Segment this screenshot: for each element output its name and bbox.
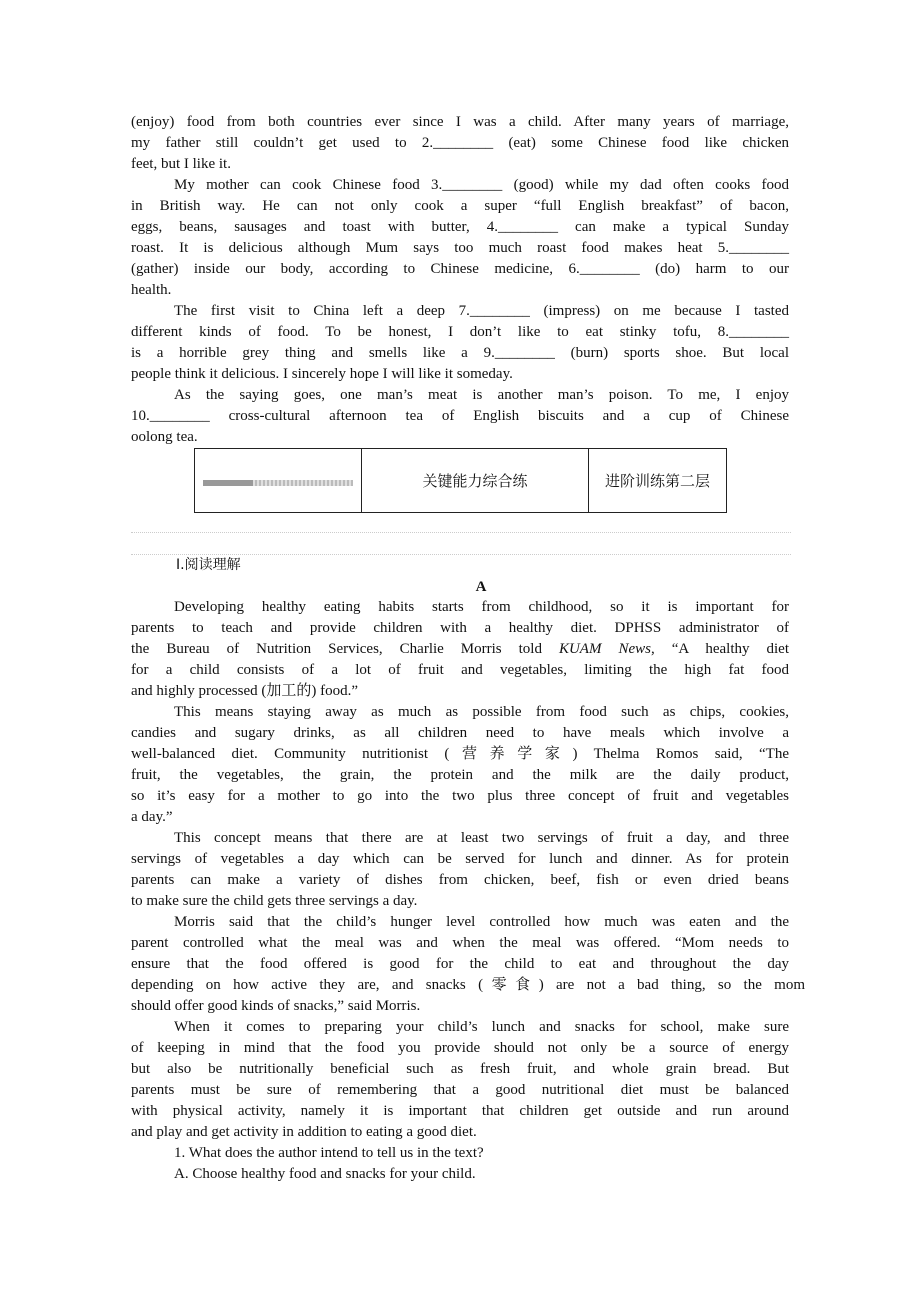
section-title: Ⅰ.阅读理解 bbox=[176, 557, 241, 573]
line-text: servings of vegetables a day which can be served for lunch and dinner. As for protein bbox=[131, 851, 789, 867]
line-text: parents to teach and provide children with a healthy diet. DPHSS administrator of bbox=[131, 620, 789, 636]
text-line bbox=[131, 765, 789, 786]
line-text: A. Choose healthy food and snacks for your child. bbox=[174, 1166, 476, 1182]
line-text: The first visit to China left a deep 7.________ (impress) on me because I tasted bbox=[174, 303, 789, 319]
section-banner bbox=[194, 448, 727, 513]
line-text: well-balanced diet. Community nutritionist (营养学家) Thelma Romos said, “The bbox=[131, 746, 789, 762]
text-line bbox=[131, 406, 789, 427]
line-text: depending on how active they are, and snacks (零食) are not a bad thing, so the mom bbox=[131, 977, 805, 993]
line-text: and highly processed (加工的) food.” bbox=[131, 683, 359, 699]
line-text: eggs, beans, sausages and toast with butter, 4.________ can make a typical Sunday bbox=[131, 219, 789, 235]
line-text: oolong tea. bbox=[131, 429, 198, 445]
line-text: a day.” bbox=[131, 809, 173, 825]
reading-passage bbox=[131, 597, 805, 1185]
line-text: Morris said that the child’s hunger level controlled how much was eaten and the bbox=[174, 914, 789, 930]
text-line bbox=[131, 343, 789, 364]
line-text: parents can make a variety of dishes from chicken, beef, fish or even dried beans bbox=[131, 872, 789, 888]
text-line bbox=[131, 975, 805, 996]
text-line bbox=[131, 385, 789, 406]
line-text: This concept means that there are at least two servings of fruit a day, and three bbox=[174, 830, 789, 846]
text-line bbox=[131, 427, 789, 448]
text-line bbox=[131, 639, 789, 660]
italic-text: KUAM News bbox=[558, 641, 651, 657]
text-line bbox=[131, 1122, 789, 1143]
text-line bbox=[131, 280, 789, 301]
line-text: in British way. He can not only cook a super “full English breakfast” of bacon, bbox=[131, 198, 789, 214]
line-text: (gather) inside our body, according to Chinese medicine, 6.________ (do) harm to our bbox=[131, 261, 789, 277]
text-line bbox=[131, 933, 789, 954]
line-text: 10.________ cross-cultural afternoon tea of English biscuits and a cup of Chinese bbox=[131, 408, 789, 424]
line-text: different kinds of food. To be honest, I don’t like to eat stinky tofu, 8.________ bbox=[131, 324, 789, 340]
text-line bbox=[131, 301, 789, 322]
line-text: people think it delicious. I sincerely hope I will like it someday. bbox=[131, 366, 513, 382]
text-line bbox=[131, 1101, 789, 1122]
line-text: ensure that the food offered is good for the child to eat and throughout the day bbox=[131, 956, 789, 972]
text-line bbox=[131, 1059, 789, 1080]
text-line bbox=[131, 597, 789, 618]
text-line bbox=[131, 849, 789, 870]
text-line bbox=[131, 196, 789, 217]
text-line bbox=[131, 154, 789, 175]
line-text: Developing healthy eating habits starts from childhood, so it is important for bbox=[174, 599, 789, 615]
text-line bbox=[131, 1017, 789, 1038]
line-text: parent controlled what the meal was and when the meal was offered. “Mom needs to bbox=[131, 935, 789, 951]
text-line bbox=[131, 786, 789, 807]
line-text: feet, but I like it. bbox=[131, 156, 231, 172]
text-line bbox=[131, 660, 789, 681]
text-line bbox=[131, 681, 789, 702]
text-line bbox=[131, 322, 789, 343]
text-line bbox=[131, 259, 789, 280]
line-text: the Bureau of Nutrition Services, Charlie Morris told bbox=[131, 641, 559, 657]
line-text: As the saying goes, one man’s meat is another man’s poison. To me, I enjoy bbox=[174, 387, 789, 403]
text-line bbox=[131, 238, 789, 259]
cloze-passage bbox=[131, 112, 789, 448]
text-line bbox=[131, 954, 789, 975]
line-text: with physical activity, namely it is important that children get outside and run around bbox=[131, 1103, 789, 1119]
text-line bbox=[131, 828, 789, 849]
text-line bbox=[131, 723, 789, 744]
line-text: to make sure the child gets three servings a day. bbox=[131, 893, 418, 909]
line-text: parents must be sure of remembering that a good nutritional diet must be balanced bbox=[131, 1082, 789, 1098]
text-line bbox=[131, 618, 789, 639]
text-line bbox=[131, 217, 789, 238]
line-text: , “A healthy diet bbox=[650, 641, 790, 657]
line-text: candies and sugary drinks, as all children need to have meals which involve a bbox=[131, 725, 789, 741]
line-text: for a child consists of a lot of fruit and vegetables, limiting the high fat food bbox=[131, 662, 789, 678]
text-line bbox=[131, 744, 789, 765]
text-line bbox=[131, 891, 789, 912]
text-line bbox=[131, 870, 789, 891]
line-text: health. bbox=[131, 282, 172, 298]
text-line bbox=[131, 175, 789, 196]
line-text: My mother can cook Chinese food 3.________ (good) while my dad often cooks food bbox=[174, 177, 789, 193]
text-line bbox=[131, 912, 789, 933]
text-line bbox=[131, 1038, 789, 1059]
text-line bbox=[131, 1143, 789, 1164]
text-line bbox=[131, 702, 789, 723]
text-line bbox=[131, 807, 789, 828]
decorative-bar-icon bbox=[203, 480, 353, 486]
text-line bbox=[131, 133, 789, 154]
line-text: fruit, the vegetables, the grain, the protein and the milk are the daily product, bbox=[131, 767, 789, 783]
line-text: my father still couldn’t get used to 2.________ (eat) some Chinese food like chicken bbox=[131, 135, 789, 151]
line-text: is a horrible grey thing and smells like a 9.________ (burn) sports shoe. But local bbox=[131, 345, 789, 361]
divider bbox=[131, 532, 791, 533]
text-line bbox=[131, 1164, 789, 1185]
line-text: This means staying away as much as possible from food such as chips, cookies, bbox=[174, 704, 789, 720]
banner-middle: 关键能力综合练 bbox=[362, 449, 589, 513]
passage-label: A bbox=[475, 579, 487, 595]
line-text: but also be nutritionally beneficial such as fresh fruit, and whole grain bread. But bbox=[131, 1061, 789, 1077]
line-text: and play and get activity in addition to eating a good diet. bbox=[131, 1124, 477, 1140]
text-line bbox=[131, 1080, 789, 1101]
banner-right: 进阶训练第二层 bbox=[589, 449, 727, 513]
line-text: so it’s easy for a mother to go into the two plus three concept of fruit and vegetables bbox=[131, 788, 789, 804]
text-line bbox=[131, 112, 789, 133]
text-line bbox=[131, 996, 789, 1017]
line-text: roast. It is delicious although Mum says too much roast food makes heat 5.________ bbox=[131, 240, 789, 256]
banner-decoration bbox=[195, 449, 362, 513]
line-text: (enjoy) food from both countries ever since I was a child. After many years of marriage, bbox=[131, 114, 789, 130]
line-text: of keeping in mind that the food you provide should not only be a source of energy bbox=[131, 1040, 789, 1056]
line-text: should offer good kinds of snacks,” said Morris. bbox=[131, 998, 421, 1014]
line-text: When it comes to preparing your child’s lunch and snacks for school, make sure bbox=[174, 1019, 789, 1035]
text-line bbox=[131, 364, 789, 385]
line-text: 1. What does the author intend to tell us in the text? bbox=[174, 1145, 484, 1161]
